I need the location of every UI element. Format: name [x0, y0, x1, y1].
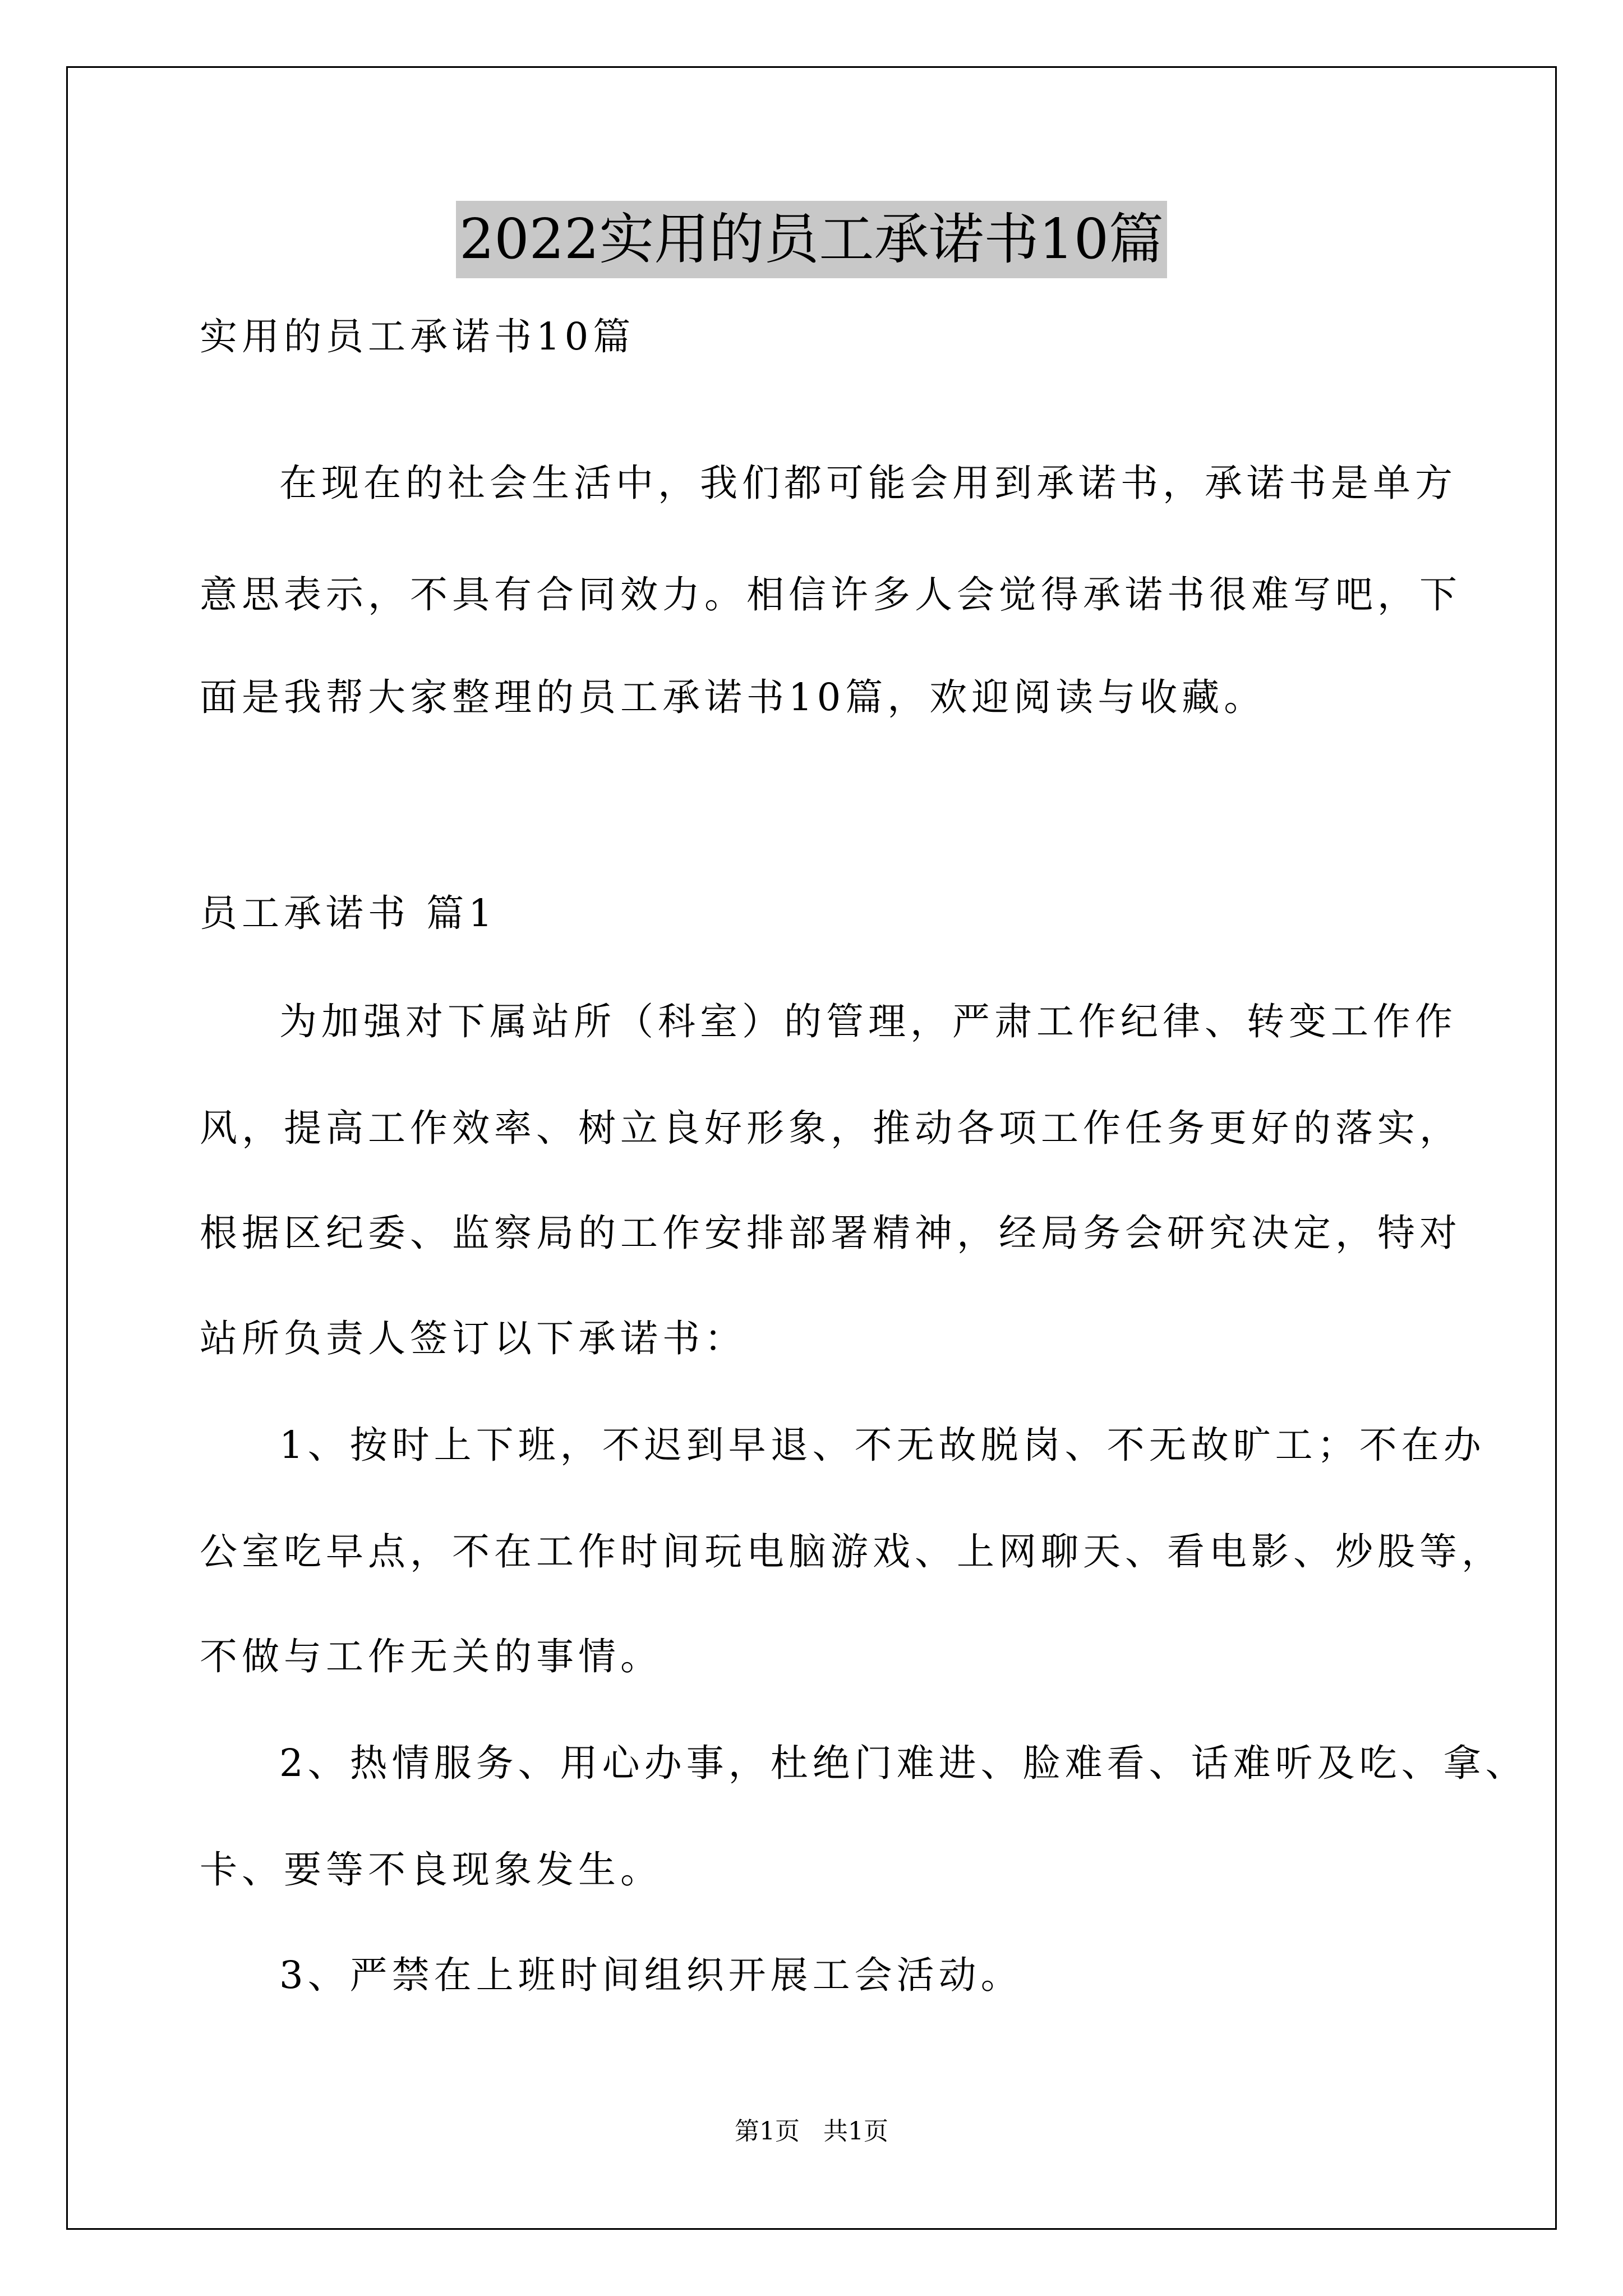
- item-1-line-2: 公室吃早点，不在工作时间玩电脑游戏、上网聊天、看电影、炒股等，: [200, 1530, 1504, 1573]
- item-3: 3、严禁在上班时间组织开展工会活动。: [279, 1953, 1023, 1997]
- item-1-line-3: 不做与工作无关的事情。: [200, 1635, 662, 1678]
- item-2-line-2: 卡、要等不良现象发生。: [200, 1848, 662, 1892]
- intro-line-3: 面是我帮大家整理的员工承诺书10篇，欢迎阅读与收藏。: [200, 675, 1266, 719]
- document-title: 2022实用的员工承诺书10篇: [456, 201, 1167, 278]
- title-container: [0, 201, 1623, 278]
- page-footer: 第1页 共1页: [735, 2117, 888, 2146]
- section-paragraph-line-2: 风，提高工作效率、树立良好形象，推动各项工作任务更好的落实，: [200, 1106, 1461, 1150]
- section-heading: 员工承诺书 篇1: [200, 891, 497, 935]
- document-subtitle: 实用的员工承诺书10篇: [200, 315, 635, 358]
- intro-line-2: 意思表示，不具有合同效力。相信许多人会觉得承诺书很难写吧，下: [200, 573, 1461, 616]
- section-paragraph-line-1: 为加强对下属站所（科室）的管理，严肃工作纪律、转变工作作: [279, 1000, 1457, 1043]
- item-2-line-1: 2、热情服务、用心办事，杜绝门难进、脸难看、话难听及吃、拿、: [279, 1741, 1528, 1785]
- item-1-line-1: 1、按时上下班，不迟到早退、不无故脱岗、不无故旷工；不在办: [279, 1423, 1486, 1467]
- intro-line-1: 在现在的社会生活中，我们都可能会用到承诺书，承诺书是单方: [279, 461, 1457, 505]
- section-paragraph-line-4: 站所负责人签订以下承诺书：: [200, 1317, 746, 1360]
- section-paragraph-line-3: 根据区纪委、监察局的工作安排部署精神，经局务会研究决定，特对: [200, 1211, 1461, 1255]
